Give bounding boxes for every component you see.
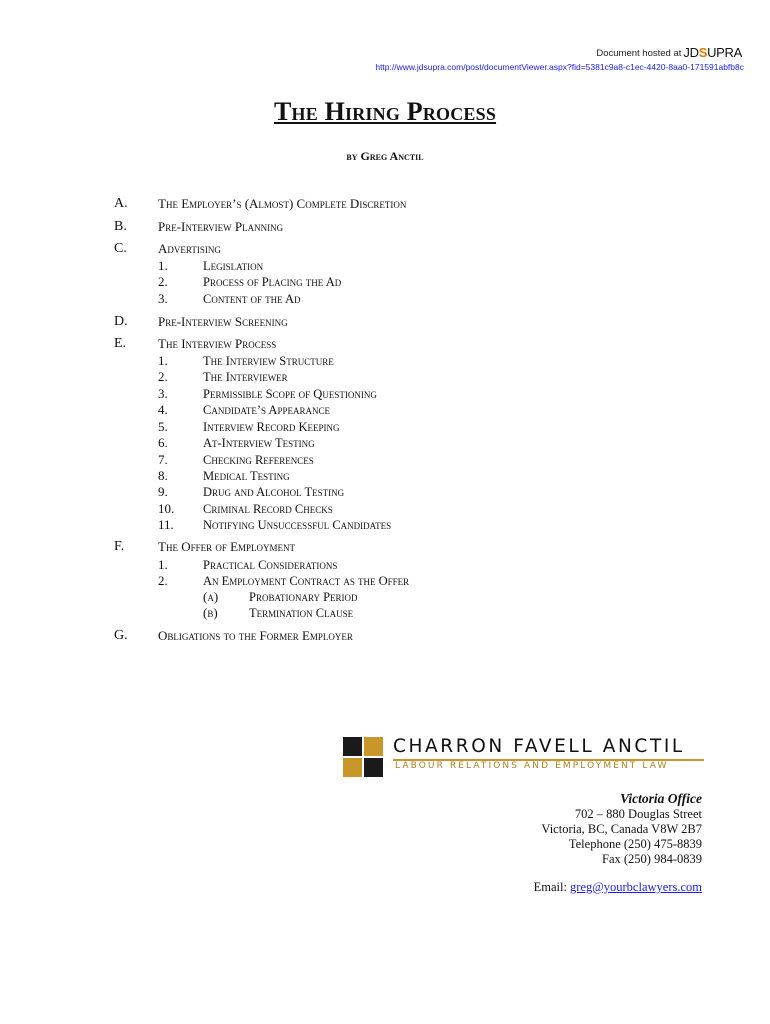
list-item-number: 9. <box>158 484 168 499</box>
list-item-label: Medical Testing <box>203 469 290 483</box>
list-item-number: 7. <box>158 452 168 467</box>
section-c-letter: C. <box>114 241 127 256</box>
sublist-item-number: (b) <box>203 605 218 620</box>
list-item-label: The Interview Structure <box>203 354 334 368</box>
list-item-label: Checking References <box>203 453 314 467</box>
logo-square-icon <box>364 758 383 777</box>
jdsupra-logo[interactable]: JDSUPRA <box>683 45 742 60</box>
email-line <box>534 880 702 895</box>
section-b-label: Pre-Interview Planning <box>158 219 284 234</box>
list-item-number: 5. <box>158 419 168 434</box>
list-item-label: Content of the Ad <box>203 292 301 306</box>
section-g-label: Obligations to the Former Employer <box>158 628 353 643</box>
section-c-label: Advertising <box>158 241 221 256</box>
list-item-label: Process of Placing the Ad <box>203 275 342 289</box>
sublist-item-label: Termination Clause <box>249 606 354 620</box>
list-item-number: 10. <box>158 501 175 516</box>
section-g-letter: G. <box>114 628 128 643</box>
hosted-notice <box>596 46 742 59</box>
list-item-number: 8. <box>158 468 168 483</box>
list-item-label: Permissible Scope of Questioning <box>203 387 377 401</box>
section-d-letter: D. <box>114 314 128 329</box>
list-item-label: Drug and Alcohol Testing <box>203 485 345 499</box>
list-item-label: Legislation <box>203 259 264 273</box>
list-item-label: Practical Considerations <box>203 558 338 572</box>
section-d-label: Pre-Interview Screening <box>158 314 288 329</box>
office-fax: Fax (250) 984-0839 <box>602 852 702 866</box>
office-address-line-2: Victoria, BC, Canada V8W 2B7 <box>541 822 702 836</box>
list-item-label: Notifying Unsuccessful Candidates <box>203 518 392 532</box>
list-item-label: The Interviewer <box>203 370 288 384</box>
firm-name: CHARRON FAVELL ANCTIL <box>393 736 685 757</box>
list-item-number: 2. <box>158 573 168 588</box>
section-a-letter: A. <box>114 196 128 211</box>
list-item-number: 1. <box>158 353 168 368</box>
office-title: Victoria Office <box>620 791 702 806</box>
list-item-number: 2. <box>158 274 168 289</box>
list-item-number: 6. <box>158 435 168 450</box>
logo-square-icon <box>364 737 383 756</box>
list-item-number: 3. <box>158 386 168 401</box>
section-e-label: The Interview Process <box>158 336 277 351</box>
logo-square-icon <box>343 758 362 777</box>
list-item-number: 11. <box>158 517 174 532</box>
list-item-number: 3. <box>158 291 168 306</box>
office-telephone: Telephone (250) 475-8839 <box>568 837 702 851</box>
list-item-label: Criminal Record Checks <box>203 502 333 516</box>
sublist-item-number: (a) <box>203 589 219 604</box>
section-b-letter: B. <box>114 219 127 234</box>
section-a-label: The Employer’s (Almost) Complete Discretion <box>158 196 407 211</box>
list-item-label: Candidate’s Appearance <box>203 403 330 417</box>
logo-square-icon <box>343 737 362 756</box>
document-url-link[interactable]: http://www.jdsupra.com/post/documentViewer.aspx?fid=5381c9a8-c1ec-4420-8aa0-171591abfb8c <box>375 62 744 72</box>
firm-tagline: LABOUR RELATIONS AND EMPLOYMENT LAW <box>395 761 669 771</box>
email-label: Email: <box>533 880 571 894</box>
section-e-letter: E. <box>114 336 127 351</box>
list-item-number: 1. <box>158 258 168 273</box>
list-item-label: Interview Record Keeping <box>203 420 340 434</box>
section-f-label: The Offer of Employment <box>158 539 296 554</box>
firm-logo <box>343 735 708 779</box>
section-f-letter: F. <box>114 539 125 554</box>
email-link[interactable]: greg@yourbclawyers.com <box>570 880 702 894</box>
sublist-item-label: Probationary Period <box>249 590 358 604</box>
list-item-number: 4. <box>158 402 168 417</box>
list-item-label: At-Interview Testing <box>203 436 315 450</box>
list-item-number: 1. <box>158 557 168 572</box>
hosted-label: Document hosted at <box>596 48 682 59</box>
list-item-label: An Employment Contract as the Offer <box>203 574 410 588</box>
office-address-line-1: 702 – 880 Douglas Street <box>574 807 702 821</box>
page-title: The Hiring Process <box>273 97 497 126</box>
list-item-number: 2. <box>158 369 168 384</box>
office-contact-block <box>541 790 702 867</box>
author-byline: by Greg Anctil <box>346 149 424 163</box>
